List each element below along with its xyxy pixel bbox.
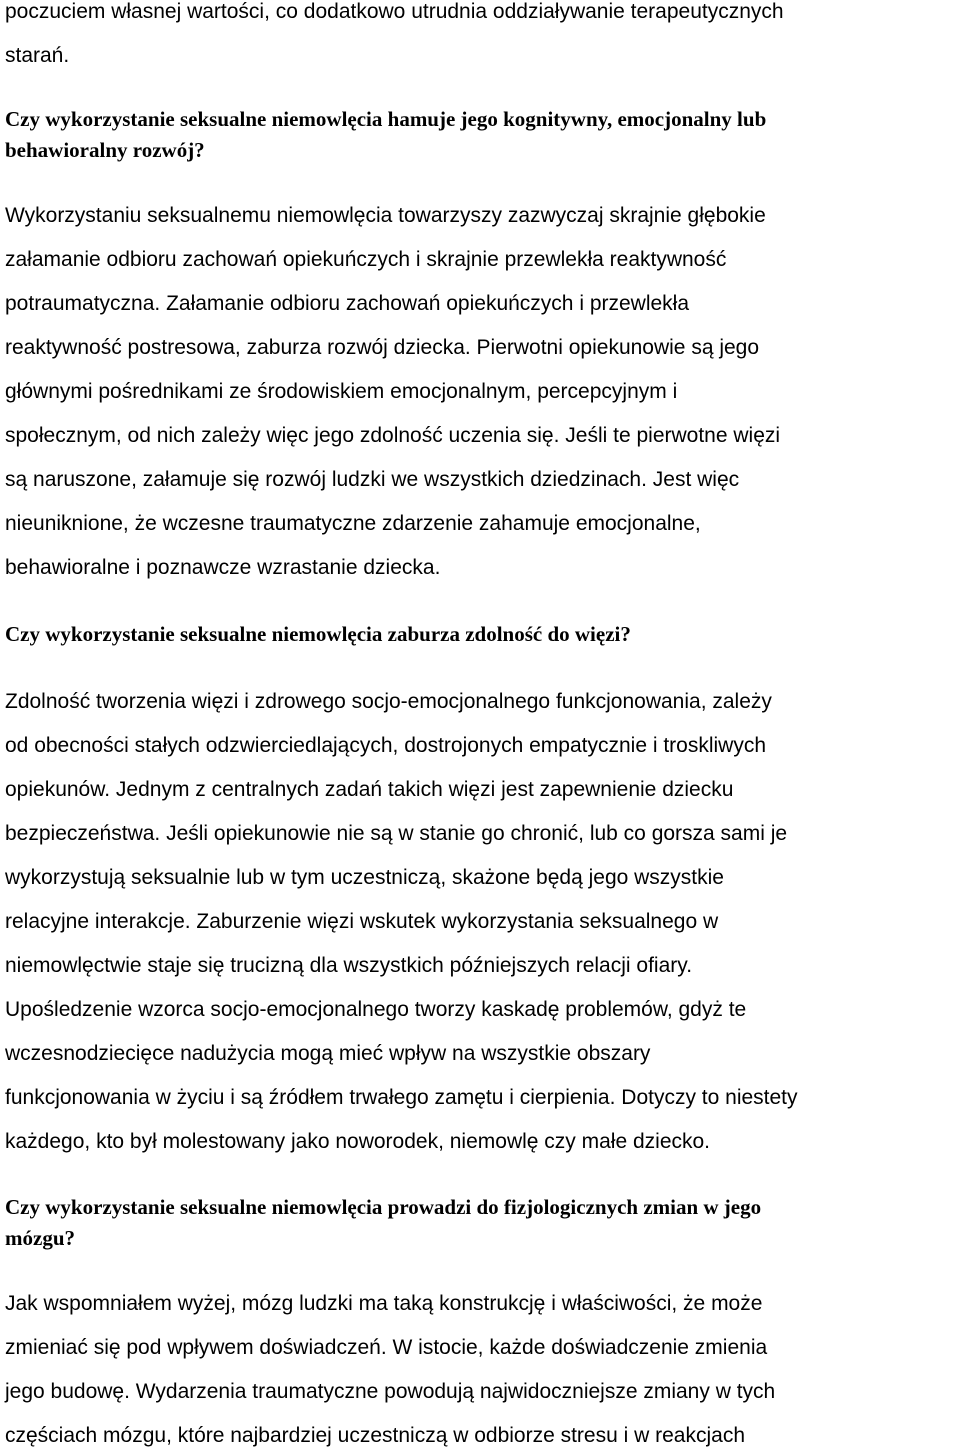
text-line: funkcjonowania w życiu i są źródłem trwałego zamętu i cierpienia. Dotyczy to niestety xyxy=(5,1086,798,1109)
text-line: reaktywność postresowa, zaburza rozwój dziecka. Pierwotni opiekunowie są jego xyxy=(5,336,760,359)
paragraph-development xyxy=(5,194,960,590)
text-line: potraumatyczna. Załamanie odbioru zachowań opiekuńczych i przewlekła xyxy=(5,292,690,315)
paragraph-intro-continuation xyxy=(5,0,960,78)
text-line: jego budowę. Wydarzenia traumatyczne powodują najwidoczniejsze zmiany w tych xyxy=(5,1380,776,1403)
text-line: Upośledzenie wzorca socjo-emocjonalnego tworzy kaskadę problemów, gdyż te xyxy=(5,998,747,1021)
text-line: od obecności stałych odzwierciedlających, dostrojonych empatycznie i troskliwych xyxy=(5,734,767,757)
text-line: opiekunów. Jednym z centralnych zadań takich więzi jest zapewnienie dziecku xyxy=(5,778,734,801)
heading-line: mózgu? xyxy=(5,1226,75,1250)
text-line: bezpieczeństwa. Jeśli opiekunowie nie są w stanie go chronić, lub co gorsza sami je xyxy=(5,822,788,845)
heading-line: Czy wykorzystanie seksualne niemowlęcia zaburza zdolność do więzi? xyxy=(5,622,631,646)
text-line: Wykorzystaniu seksualnemu niemowlęcia towarzyszy zazwyczaj skrajnie głębokie xyxy=(5,204,766,227)
heading-line: Czy wykorzystanie seksualne niemowlęcia hamuje jego kognitywny, emocjonalny lub xyxy=(5,107,767,131)
text-line: częściach mózgu, które najbardziej uczestniczą w odbiorze stresu i w reakcjach xyxy=(5,1424,745,1447)
section-heading-brain xyxy=(5,1192,960,1254)
text-line: społecznym, od nich zależy więc jego zdolność uczenia się. Jeśli te pierwotne więzi xyxy=(5,424,781,447)
text-line: każdego, kto był molestowany jako noworodek, niemowlę czy małe dziecko. xyxy=(5,1130,711,1153)
text-line: poczuciem własnej wartości, co dodatkowo utrudnia oddziaływanie terapeutycznych xyxy=(5,0,784,23)
text-line: są naruszone, załamuje się rozwój ludzki we wszystkich dziedzinach. Jest więc xyxy=(5,468,740,491)
text-line: Zdolność tworzenia więzi i zdrowego socjo-emocjonalnego funkcjonowania, zależy xyxy=(5,690,772,713)
text-line: niemowlęctwie staje się trucizną dla wszystkich późniejszych relacji ofiary. xyxy=(5,954,693,977)
text-line: głównymi pośrednikami ze środowiskiem emocjonalnym, percepcyjnym i xyxy=(5,380,678,403)
text-line: nieuniknione, że wczesne traumatyczne zdarzenie zahamuje emocjonalne, xyxy=(5,512,701,535)
text-line: behawioralne i poznawcze wzrastanie dziecka. xyxy=(5,556,441,579)
paragraph-attachment xyxy=(5,680,960,1164)
heading-line: Czy wykorzystanie seksualne niemowlęcia prowadzi do fizjologicznych zmian w jego xyxy=(5,1195,762,1219)
section-heading-attachment xyxy=(5,619,960,650)
text-line: Jak wspomniałem wyżej, mózg ludzki ma taką konstrukcję i właściwości, że może xyxy=(5,1292,763,1315)
section-heading-development xyxy=(5,104,960,166)
text-line: zmieniać się pod wpływem doświadczeń. W istocie, każde doświadczenie zmienia xyxy=(5,1336,768,1359)
paragraph-brain xyxy=(5,1282,960,1450)
heading-line: behawioralny rozwój? xyxy=(5,138,205,162)
text-line: wczesnodziecięce nadużycia mogą mieć wpływ na wszystkie obszary xyxy=(5,1042,651,1065)
text-line: wykorzystują seksualnie lub w tym uczestniczą, skażone będą jego wszystkie xyxy=(5,866,724,889)
text-line: relacyjne interakcje. Zaburzenie więzi wskutek wykorzystania seksualnego w xyxy=(5,910,719,933)
text-line: starań. xyxy=(5,44,70,67)
text-line: załamanie odbioru zachowań opiekuńczych i skrajnie przewlekła reaktywność xyxy=(5,248,727,271)
